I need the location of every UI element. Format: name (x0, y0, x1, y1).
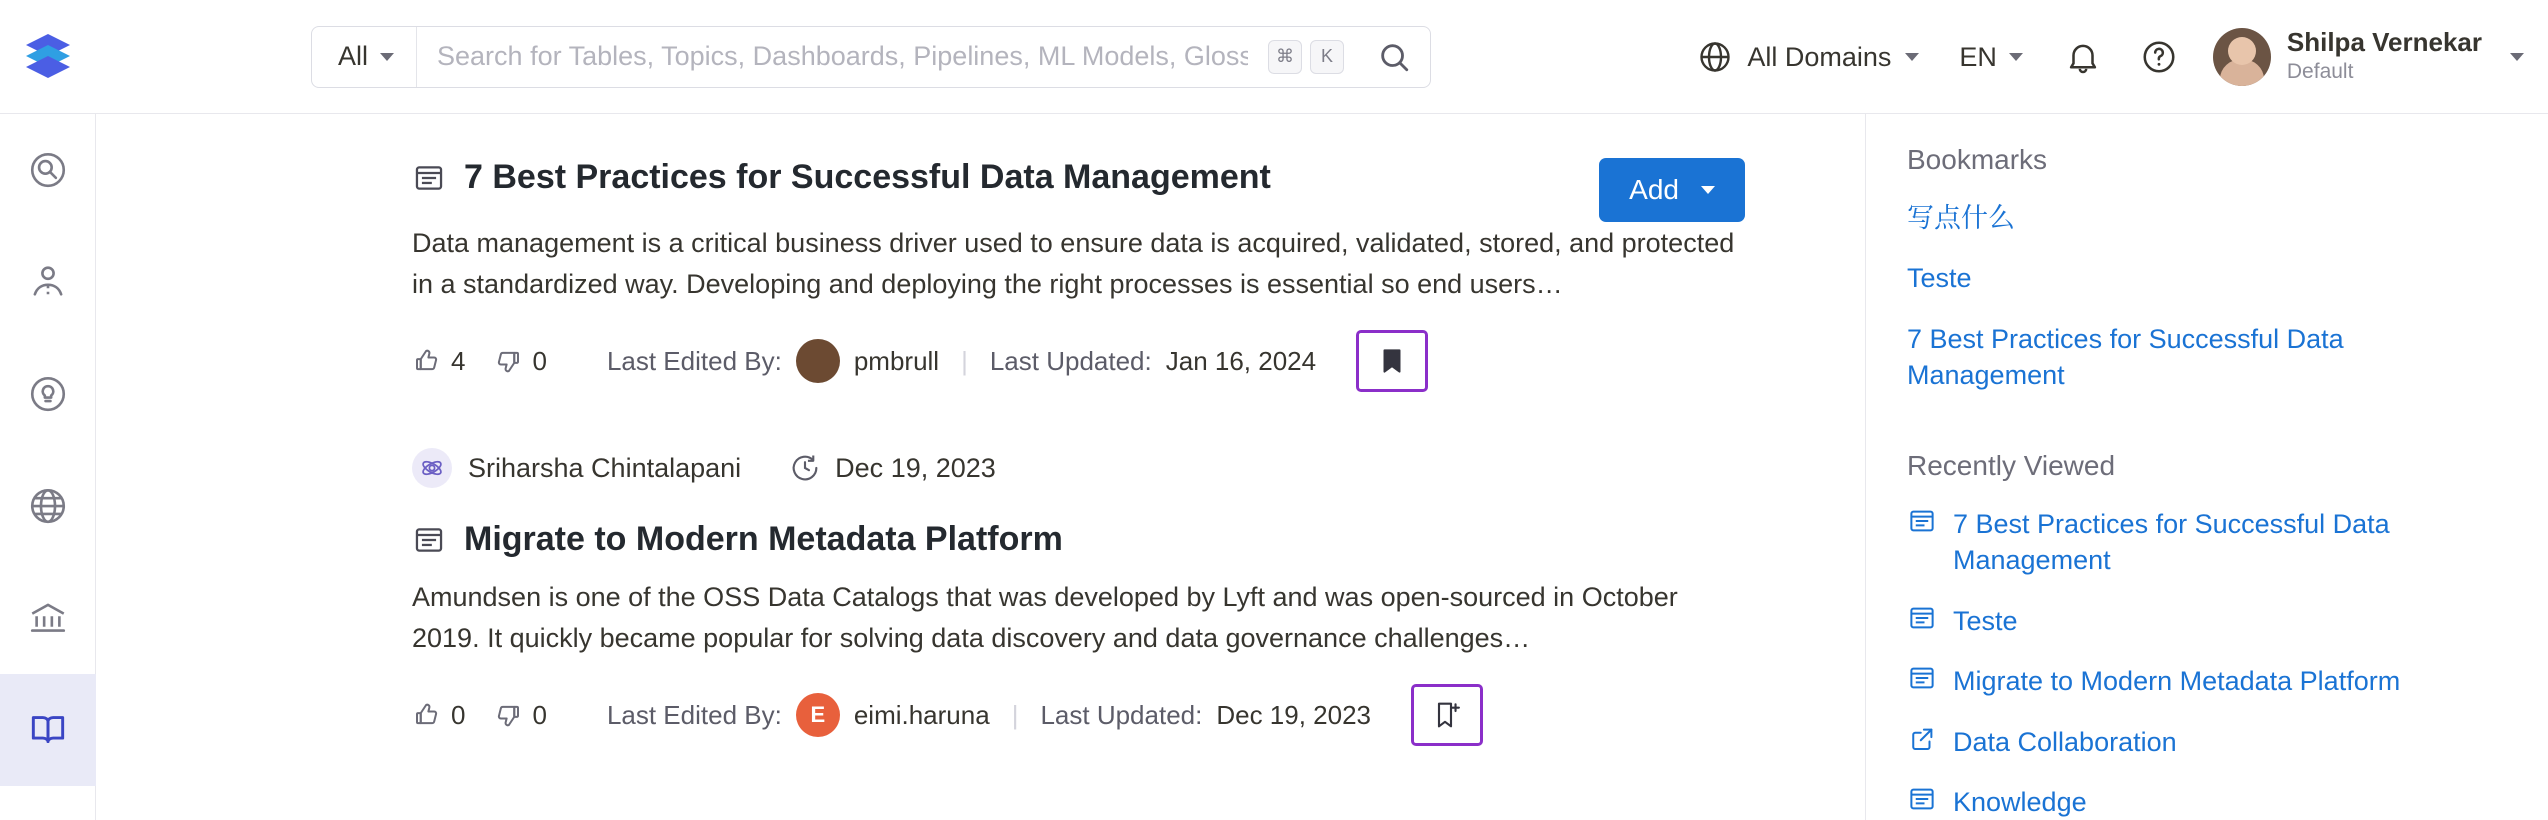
recently-viewed-item[interactable] (1907, 663, 2508, 699)
recently-viewed-label: 7 Best Practices for Successful Data Management (1953, 508, 2390, 576)
search-scope-label: All (338, 41, 369, 71)
external-link-icon (1907, 724, 1937, 754)
thumbs-down-icon (493, 700, 523, 730)
user-name: Shilpa Vernekar (2286, 27, 2482, 58)
meta-divider: | (1011, 699, 1019, 730)
bookmark-toggle[interactable] (1356, 330, 1428, 392)
spacer (1907, 418, 2508, 450)
notifications-button[interactable] (2045, 19, 2121, 95)
left-nav-rail (0, 114, 96, 820)
document-icon (412, 161, 446, 195)
right-sidebar (1867, 114, 2548, 820)
bookmark-filled-icon (1377, 345, 1407, 377)
chevron-down-icon (2510, 53, 2524, 61)
explore-search-icon (27, 149, 69, 191)
observability-icon (27, 261, 69, 303)
author-avatar (796, 339, 840, 383)
top-bar (0, 0, 2548, 114)
upvote-button[interactable] (412, 700, 465, 731)
recently-viewed-label: Migrate to Modern Metadata Platform (1953, 666, 2401, 697)
bookmark-link[interactable]: Teste (1907, 263, 1972, 294)
knowledge-card (96, 114, 1865, 392)
bookmark-add-icon (1431, 699, 1463, 731)
document-icon (1907, 663, 1937, 693)
globe-icon (27, 485, 69, 527)
app-logo[interactable] (0, 0, 96, 114)
help-circle-icon (2140, 38, 2178, 76)
book-icon (0, 674, 96, 786)
globe-icon (1697, 39, 1733, 75)
user-menu[interactable] (2197, 28, 2524, 86)
search-input[interactable] (417, 41, 1268, 72)
card-meta-row (412, 330, 1745, 392)
domain-selector-label: All Domains (1747, 41, 1892, 72)
language-selector-label: EN (1959, 41, 1997, 72)
add-button[interactable] (1599, 158, 1745, 222)
recently-viewed-item[interactable] (1907, 506, 2508, 579)
card-title-row (412, 520, 1745, 559)
search-scope-selector[interactable] (312, 27, 417, 87)
sidebar-item-explore[interactable] (0, 114, 96, 226)
upvote-count: 4 (451, 345, 466, 376)
upvote-button[interactable] (412, 346, 465, 377)
thumbs-down-icon (493, 346, 523, 376)
recently-viewed-heading: Recently Viewed (1907, 449, 2116, 481)
avatar (2213, 28, 2271, 86)
page-title[interactable]: 7 Best Practices for Successful Data Management (464, 158, 1271, 196)
author-name[interactable]: eimi.haruna (853, 699, 990, 730)
global-search[interactable] (311, 26, 1431, 88)
vote-controls (412, 700, 547, 731)
owner-date-value: Dec 19, 2023 (835, 452, 996, 483)
sidebar-item-insights[interactable] (0, 338, 96, 450)
thumbs-up-icon (412, 700, 442, 730)
last-updated-label: Last Updated: (989, 345, 1152, 376)
kbd-cmd: ⌘ (1268, 40, 1302, 74)
card-description: Data management is a critical business driver used to ensure data is acquired, validated, stored, and protected in a standardized way. Developing and deploying the right processes is essential so end users… (412, 228, 1735, 299)
document-icon (412, 523, 446, 557)
recently-viewed-item[interactable] (1907, 603, 2508, 639)
downvote-button[interactable] (493, 700, 546, 731)
owner-date (789, 452, 996, 484)
bookmark-link[interactable]: 7 Best Practices for Successful Data Management (1907, 323, 2344, 391)
card-meta-row (412, 684, 1745, 746)
search-icon[interactable] (1358, 27, 1430, 87)
recently-viewed-label: Knowledge (1953, 786, 2087, 817)
bell-icon (2064, 38, 2102, 76)
bookmarks-heading: Bookmarks (1907, 144, 2048, 175)
document-icon (1907, 603, 1937, 633)
card-description: Amundsen is one of the OSS Data Catalogs that was developed by Lyft and was open-sourced in October 2019. It quickly became popular for solving data discovery and data governance challenges… (412, 582, 1678, 653)
downvote-button[interactable] (493, 346, 546, 377)
last-updated-label: Last Updated: (1040, 699, 1203, 730)
owner-name[interactable]: Sriharsha Chintalapani (468, 452, 742, 483)
page-title[interactable]: Migrate to Modern Metadata Platform (464, 520, 1063, 558)
bookmark-toggle[interactable] (1411, 684, 1483, 746)
last-updated-value: Dec 19, 2023 (1216, 699, 1372, 730)
last-edited-label: Last Edited By: (606, 699, 782, 730)
kbd-k: K (1310, 40, 1344, 74)
chevron-down-icon (1701, 186, 1715, 194)
owner-avatar-icon (412, 448, 452, 488)
lightbulb-icon (27, 373, 69, 415)
thumbs-up-icon (412, 346, 442, 376)
top-bar-actions (1679, 0, 2524, 114)
recently-viewed-label: Data Collaboration (1953, 726, 2177, 757)
document-icon (1907, 784, 1937, 814)
last-edited-label: Last Edited By: (606, 345, 782, 376)
sidebar-item-governance[interactable] (0, 562, 96, 674)
recently-viewed-label: Teste (1953, 605, 2018, 636)
card-owner-row (96, 448, 1865, 488)
domain-selector[interactable] (1679, 39, 1937, 75)
upvote-count: 0 (451, 699, 466, 730)
search-shortcut-hint (1268, 40, 1358, 74)
downvote-count: 0 (532, 345, 547, 376)
bookmark-link[interactable]: 写点什么 (1907, 203, 2015, 233)
add-button-label: Add (1629, 174, 1679, 205)
chevron-down-icon (2009, 53, 2023, 61)
downvote-count: 0 (532, 699, 547, 730)
knowledge-card (96, 488, 1865, 746)
recently-viewed-item[interactable] (1907, 724, 2508, 760)
chevron-down-icon (1905, 53, 1919, 61)
bank-icon (27, 597, 69, 639)
recently-viewed-item[interactable] (1907, 784, 2508, 820)
vote-controls (412, 346, 547, 377)
author-name[interactable]: pmbrull (853, 345, 940, 376)
sidebar-item-domains[interactable] (0, 450, 96, 562)
chevron-down-icon (380, 53, 394, 61)
language-selector[interactable] (1937, 42, 2045, 73)
help-button[interactable] (2121, 19, 2197, 95)
main-content (96, 114, 1866, 820)
last-updated-value: Jan 16, 2024 (1165, 345, 1317, 376)
sidebar-item-knowledge[interactable] (0, 674, 96, 786)
card-title-row (412, 158, 1745, 197)
sidebar-item-observability[interactable] (0, 226, 96, 338)
user-role: Default (2286, 60, 2354, 84)
clock-icon (789, 452, 821, 484)
meta-divider: | (961, 345, 968, 376)
document-icon (1907, 506, 1937, 536)
author-avatar: E (796, 693, 840, 737)
